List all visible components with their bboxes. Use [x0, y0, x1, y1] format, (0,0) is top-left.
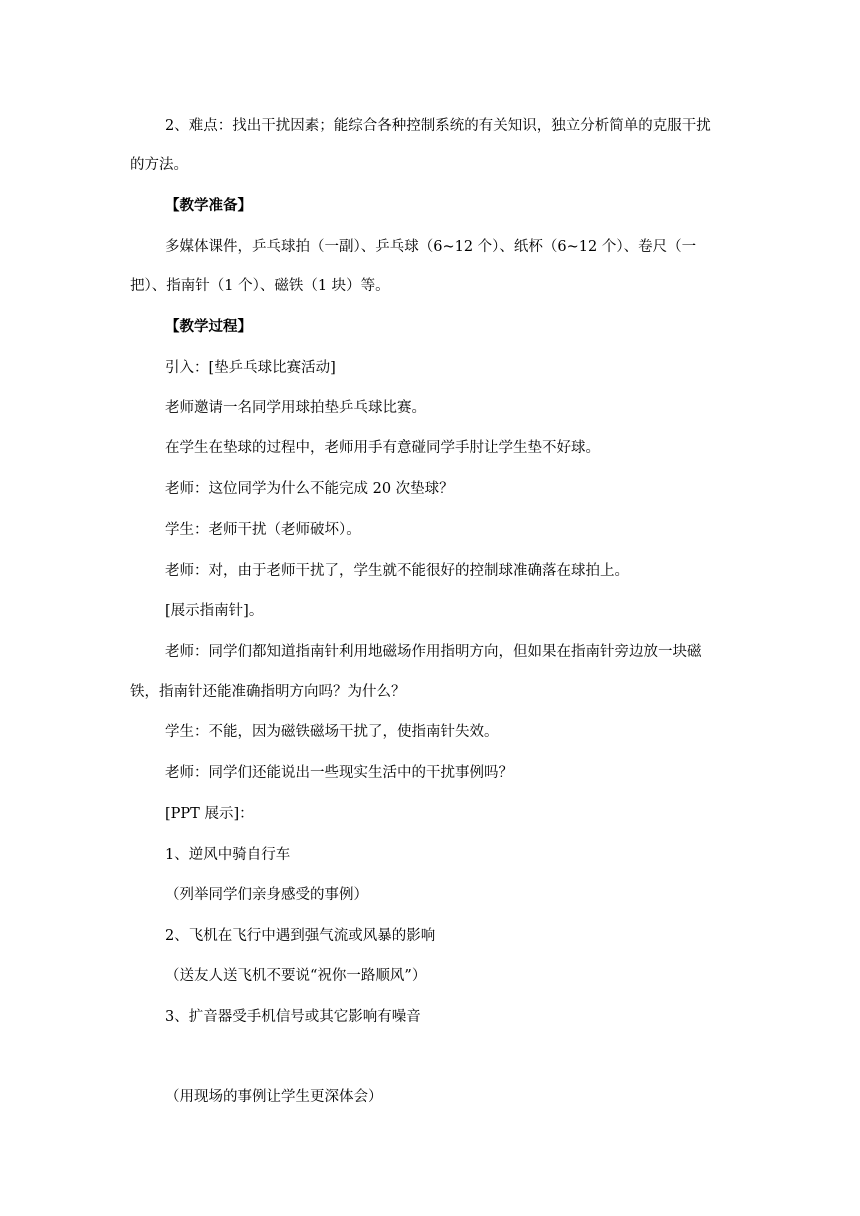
paragraph-intro: 引入：[垫乒乓球比赛活动] — [165, 360, 336, 376]
list-item-1: 1、逆风中骑自行车 — [165, 847, 291, 863]
paragraph-difficulty-line-2: 的方法。 — [130, 157, 188, 173]
paragraph-invite: 老师邀请一名同学用球拍垫乒乓球比赛。 — [165, 400, 426, 416]
list-note-2: （送友人送飞机不要说“祝你一路顺风”） — [165, 968, 427, 984]
paragraph-student-answer: 学生：老师干扰（老师破坏）。 — [165, 522, 361, 538]
paragraph-teacher-explain: 老师：对，由于老师干扰了，学生就不能很好的控制球准确落在球拍上。 — [165, 563, 629, 579]
list-item-3: 3、扩音器受手机信号或其它影响有噪音 — [165, 1009, 421, 1025]
paragraph-interference-action: 在学生在垫球的过程中，老师用手有意碰同学手肘让学生垫不好球。 — [165, 440, 600, 456]
paragraph-teacher-examples: 老师：同学们还能说出一些现实生活中的干扰事例吗？ — [165, 765, 513, 781]
paragraph-compass-question-line-1: 老师：同学们都知道指南针利用地磁场作用指明方向，但如果在指南针旁边放一块磁 — [165, 644, 702, 660]
paragraph-student-compass-answer: 学生：不能，因为磁铁磁场干扰了，使指南针失效。 — [165, 724, 499, 740]
paragraph-materials-line-1: 多媒体课件，乒乓球拍（一副）、乒乓球（6~12 个）、纸杯（6~12 个）、卷尺（一 — [165, 239, 697, 255]
paragraph-teacher-question: 老师：这位同学为什么不能完成 20 次垫球？ — [165, 481, 454, 497]
heading-teaching-process: 【教学过程】 — [165, 318, 252, 335]
paragraph-ppt-show: [PPT 展示]： — [165, 806, 254, 822]
paragraph-compass-question-line-2: 铁，指南针还能准确指明方向吗？为什么？ — [130, 684, 406, 700]
list-note-1: （列举同学们亲身感受的事例） — [165, 887, 368, 903]
list-item-2: 2、飞机在飞行中遇到强气流或风暴的影响 — [165, 928, 436, 944]
paragraph-show-compass: [展示指南针]。 — [165, 603, 264, 619]
paragraph-difficulty-line-1: 2、难点：找出干扰因素；能综合各种控制系统的有关知识，独立分析简单的克服干扰 — [165, 118, 711, 134]
paragraph-materials-line-2: 把）、指南针（1 个）、磁铁（1 块）等。 — [130, 278, 390, 294]
heading-teaching-preparation: 【教学准备】 — [165, 197, 252, 214]
list-note-3: （用现场的事例让学生更深体会） — [165, 1089, 383, 1105]
